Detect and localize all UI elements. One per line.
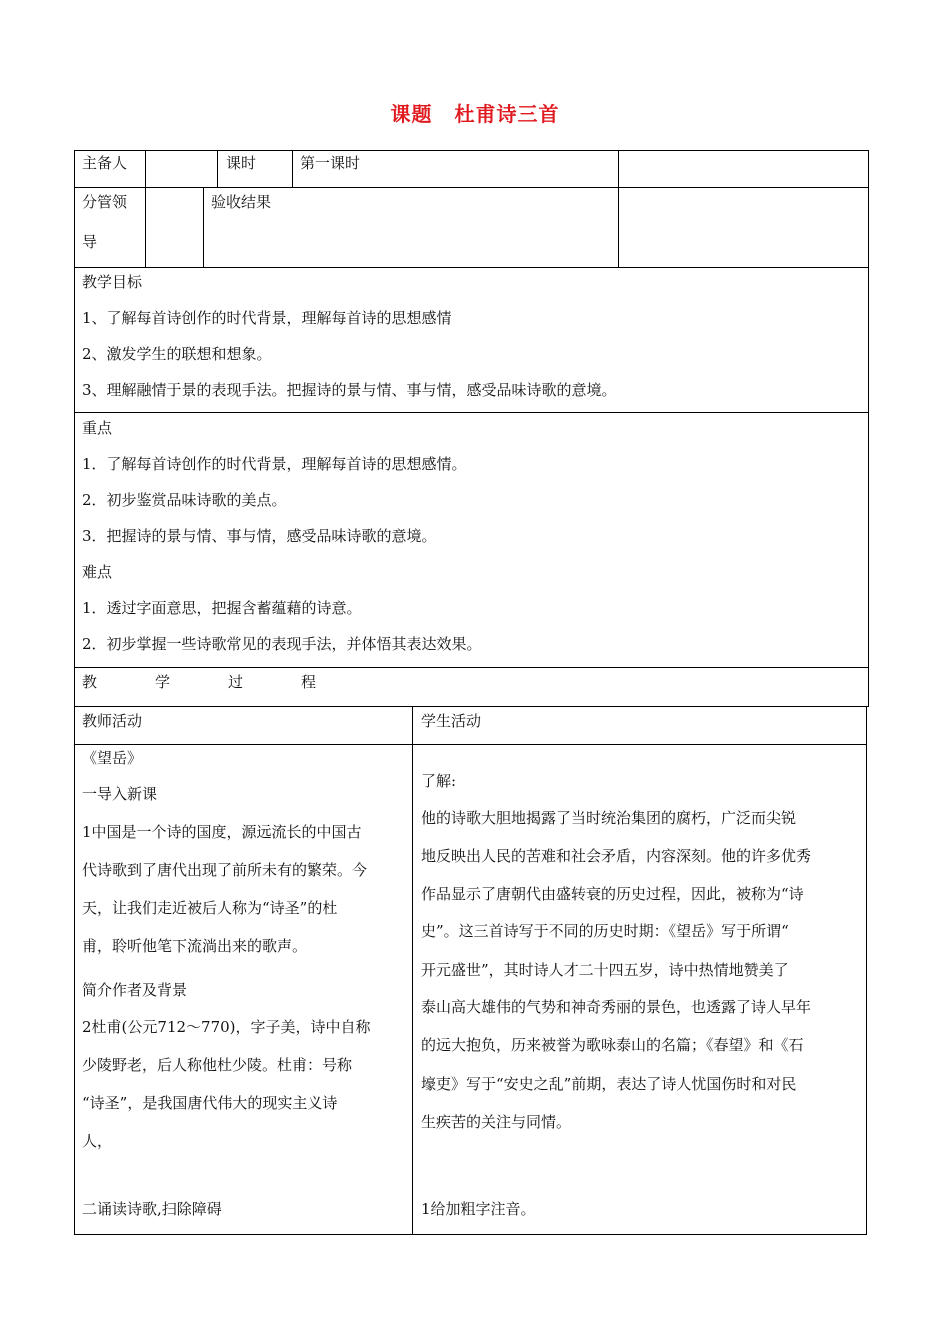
teacher-line: 天，让我们走近被后人称为“诗圣”的杜 xyxy=(82,899,338,917)
student-line: 壕吏》写于“安史之乱”前期，表达了诗人忧国伤时和对民 xyxy=(421,1075,797,1093)
teacher-line: 一导入新课 xyxy=(82,785,158,803)
student-line: 史”。这三首诗写于不同的历史时期：《望岳》写于所谓“ xyxy=(421,922,789,940)
student-line: 他的诗歌大胆地揭露了当时统治集团的腐朽，广泛而尖锐 xyxy=(421,809,797,827)
teacher-line: 代诗歌到了唐代出现了前所未有的繁荣。今 xyxy=(82,861,368,879)
teacher-line: 二诵读诗歌,扫除障碍 xyxy=(82,1200,222,1218)
teacher-line: 甫，聆听他笔下流淌出来的歌声。 xyxy=(82,937,308,955)
preparer-label: 主备人 xyxy=(82,154,128,172)
goal-item: 2、激发学生的联想和想象。 xyxy=(82,345,272,363)
student-line: 作品显示了唐朝代由盛转衰的历史过程，因此，被称为“诗 xyxy=(421,885,804,903)
page-title xyxy=(0,98,950,127)
teacher-line: 少陵野老，后人称他杜少陵。杜甫：号称 xyxy=(82,1056,353,1074)
goal-item: 1、了解每首诗创作的时代背景，理解每首诗的思想感情 xyxy=(82,309,452,327)
goals-heading: 教学目标 xyxy=(82,273,143,291)
acceptance-label: 验收结果 xyxy=(211,193,272,211)
difficulty-heading: 难点 xyxy=(82,563,113,581)
teacher-line: 人， xyxy=(82,1132,113,1150)
header-row-2 xyxy=(74,187,869,268)
student-line: 泰山高大雄伟的气势和神奇秀丽的景色，也透露了诗人早年 xyxy=(421,998,812,1016)
teacher-column-heading: 教师活动 xyxy=(82,712,143,730)
header-row-1 xyxy=(74,150,869,188)
lesson-value: 第一课时 xyxy=(300,154,361,172)
lesson-label: 课时 xyxy=(226,154,257,172)
manager-label-2: 导 xyxy=(82,233,98,251)
difficulty-item: 2．初步掌握一些诗歌常见的表现手法，并体悟其表达效果。 xyxy=(82,635,482,653)
teacher-line: 2杜甫(公元712～770)，字子美，诗中自称 xyxy=(82,1018,371,1036)
teacher-line: 简介作者及背景 xyxy=(82,981,188,999)
student-column-heading: 学生活动 xyxy=(421,712,482,730)
key-item: 1．了解每首诗创作的时代背景，理解每首诗的思想感情。 xyxy=(82,455,467,473)
student-line: 开元盛世”，其时诗人才二十四五岁，诗中热情地赞美了 xyxy=(421,961,789,979)
student-line: 地反映出人民的苦难和社会矛盾，内容深刻。他的许多优秀 xyxy=(421,847,812,865)
process-heading: 教学过程 xyxy=(82,673,375,691)
teacher-line: 1中国是一个诗的国度，源远流长的中国古 xyxy=(82,823,362,841)
student-line: 了解: xyxy=(421,772,457,790)
student-line: 1给加粗字注音。 xyxy=(421,1200,536,1218)
key-heading: 重点 xyxy=(82,419,113,437)
goal-item: 3、理解融情于景的表现手法。把握诗的景与情、事与情，感受品味诗歌的意境。 xyxy=(82,381,617,399)
student-line: 生疾苦的关注与同情。 xyxy=(421,1113,572,1131)
manager-label-1: 分管领 xyxy=(82,193,128,211)
difficulty-item: 1．透过字面意思，把握含蓄蕴藉的诗意。 xyxy=(82,599,362,617)
teacher-line: “诗圣”，是我国唐代伟大的现实主义诗 xyxy=(82,1094,338,1112)
title-label: 课题 xyxy=(390,102,433,126)
key-item: 2．初步鉴赏品味诗歌的美点。 xyxy=(82,491,287,509)
key-item: 3．把握诗的景与情、事与情，感受品味诗歌的意境。 xyxy=(82,527,437,545)
title-text: 杜甫诗三首 xyxy=(454,102,560,126)
student-line: 的远大抱负，历来被誉为歌咏泰山的名篇；《春望》和《石 xyxy=(421,1036,804,1054)
teacher-line: 《望岳》 xyxy=(82,749,143,767)
